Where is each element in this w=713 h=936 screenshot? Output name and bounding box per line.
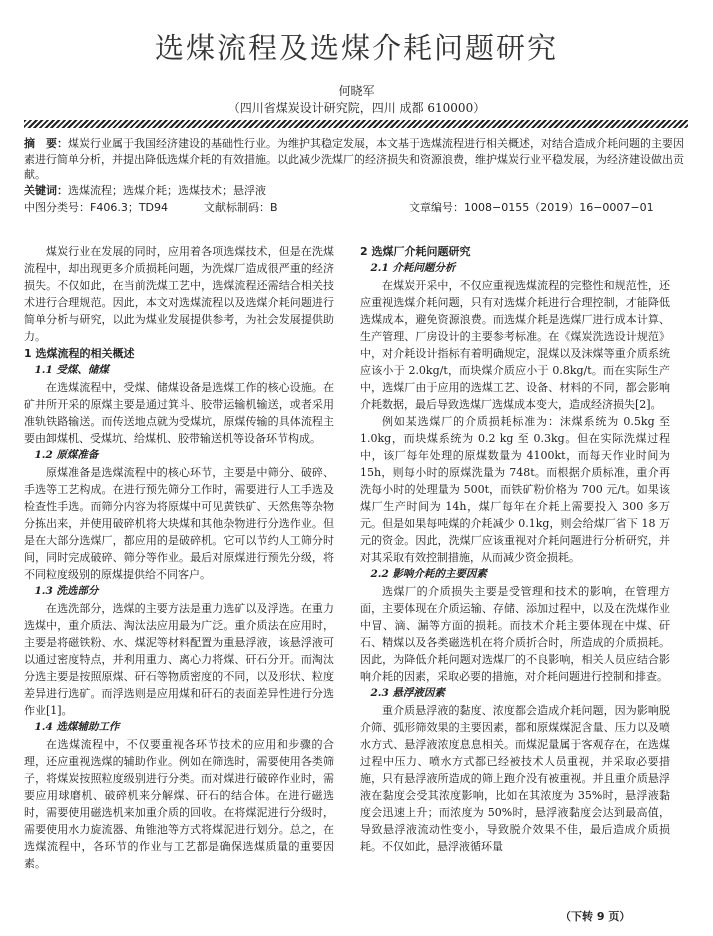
abstract-block [24, 136, 688, 216]
paragraph-2-1b: 例如某选煤厂的介质损耗标准为：沫煤系统为 0.5kg 至 1.0kg，而块煤系统为 0.2 kg 至 0.3kg。但在实际洗煤过程中，该厂每年处理的原煤数量为 4100kt，而每天作业时间为 15h，则每小时的原煤洗量为 748t。而根据介质标准，重介再洗每小时的处理量为 500t，而铁矿粉价格为 700 元/t。如果该煤厂生产时间为 14h，煤厂每年在介耗上需要投入 300 多万元。但是如果每吨煤的介耗减少 0.1kg，则会给煤厂省下 18 万元的资金。因此，洗煤厂应该重视对介耗问题进行分析研究，并对其采取有效控制措施，从而减少资金损耗。 [360, 415, 670, 564]
abstract-label: 摘 要： [24, 137, 68, 150]
subsection-heading-1-1: 1.1 受煤、储煤 [34, 364, 109, 376]
author-name: 何晓军 [338, 84, 375, 98]
abstract [24, 136, 688, 183]
subsection-heading-2-1: 2.1 介耗问题分析 [370, 262, 456, 274]
continued-note: （下转 9 页） [560, 910, 631, 923]
keywords-text: 选煤流程；选煤介耗；选煤技术；悬浮液 [68, 183, 266, 197]
subsection-heading-1-4: 1.4 选煤辅助工作 [34, 721, 120, 733]
subsection-heading-2-2: 2.2 影响介耗的主要因素 [370, 568, 487, 580]
keywords-label: 关键词： [24, 183, 68, 197]
meta-line [24, 200, 688, 216]
subsection-heading-1-2: 1.2 原煤准备 [34, 449, 99, 461]
paragraph-1-1: 在选煤流程中，受煤、储煤设备是选煤工作的核心设施。在矿井所开采的原煤主要是通过箕斗、胶带运输机输送，或者采用准轨铁路输送。而传送地点就为受煤坑，原煤传输的具体流程主要由卸煤机、受煤坑、给煤机、胶带输送机等设备环节构成。 [24, 381, 334, 445]
author-affiliation: （四川省煤炭设计研究院，四川 成都 610000） [227, 101, 486, 115]
subsection-heading-1-3: 1.3 洗选部分 [34, 585, 99, 597]
abstract-text: 煤炭行业属于我国经济建设的基础性行业。为维护其稳定发展，本文基于选煤流程进行相关概述，对结合造成介耗问题的主要因素进行简单分析，并提出降低选煤介耗的有效措施。以此减少洗煤厂的经济损失和资源浪费，维护煤炭行业平稳发展，为经济建设做出贡献。 [24, 137, 684, 181]
intro-paragraph: 煤炭行业在发展的同时，应用着各项选煤技术，但是在洗煤流程中，却出现更多介质损耗问题，为洗煤厂造成很严重的经济损失。不仅如此，在当前洗煤工艺中，选煤流程还需结合相关技术进行合理规范。因此，本文对选煤流程以及选煤介耗问题进行简单分析与研究，以此为煤业发展提供参考，为社会发展提供助力。 [24, 245, 334, 343]
paragraph-1-4: 在选煤流程中，不仅要重视各环节技术的应用和步骤的合理，还应重视选煤的辅助作业。例如在筛选时，需要使用各类筛子，将煤炭按照粒度级别进行分类。而对煤进行破碎作业时，需要应用球磨机、破碎机来分解煤、矸石的结合体。在进行磁选时，需要使用磁选机来加重介质的回收。在将煤泥进行分级时，需要使用水力旋流器、角锥池等方式将煤泥进行划分。总之，在选煤流程中，各环节的作业与工艺都是确保选煤质量的重要因素。 [24, 738, 334, 870]
subsection-heading-2-3: 2.3 悬浮液因素 [370, 687, 445, 699]
left-column [24, 243, 334, 872]
paragraph-2-2: 选煤厂的介质损失主要是受管理和技术的影响，在管理方面，主要体现在介质运输、存储、添加过程中，以及在洗煤作业中冒、滴、漏等方面的损耗。而技术介耗主要体现在中煤、矸石、精煤以及各类磁选机在将介质折合时，所造成的介质损耗。因此，为降低介耗问题对选煤厂的不良影响，相关人员应结合影响介耗的因素，采取必要的措施，对介耗问题进行控制和排查。 [360, 585, 670, 683]
paragraph-1-3: 在选洗部分，选煤的主要方法是重力选矿以及浮选。在重力选煤中，重介质法、淘汰法应用最为广泛。重介质法在应用时，主要是将磁铁粉、水、煤泥等材料配置为重悬浮液，该悬浮液可以通过密度特点，并利用重力、离心力将煤、矸石分开。而淘汰分选主要是按照原煤、矸石等物质密度的不同，以及形状、粒度差异进行选矿。而浮选则是应用煤和矸石的表面差异性进行分选作业[1]。 [24, 602, 334, 717]
right-column [360, 243, 670, 855]
clc-number: 中图分类号：F406.3；TD94 [24, 201, 169, 214]
keywords [24, 183, 688, 199]
paragraph-1-2: 原煤准备是选煤流程中的核心环节，主要是中筛分、破碎、手选等工艺构成。在进行预先筛分工作时，需要进行人工手选及检查性手选。而筛分内容为将原煤中可见黄铁矿、天然焦等杂物分拣出来，并使用破碎机将大块煤和其他杂物进行分选作业。但是在大部分选煤厂，都应用的是破碎机。它可以节约人工筛分时间，同时完成破碎、筛分等作业。最后对原煤进行预先分级，将不同粒度级别的原煤提供给不同客户。 [24, 466, 334, 581]
paper-title: 选煤流程及选煤介耗问题研究 [154, 31, 558, 65]
section-heading-2: 2 选煤厂介耗问题研究 [360, 245, 471, 258]
paragraph-2-3: 重介质悬浮液的黏度、浓度都会造成介耗问题，因为影响脱介筛、弧形筛效果的主要因素，都和原煤煤泥含量、压力以及喷水方式、悬浮液浓度息息相关。而煤泥量属于客观存在，在选煤过程中压力、喷水方式都已经被技术人员重视，并采取必要措施，只有悬浮液所造成的筛上跑介没有被重视。并且重介质悬浮液在黏度会受其浓度影响，比如在其浓度为 35%时，悬浮液黏度会迅速上升；而浓度为 50%时，悬浮液黏度会达到最高值，导致悬浮液流动性变小，导致脱介效果不佳，最后造成介质损耗。不仅如此，悬浮液循环量 [360, 704, 670, 853]
doc-code: 文献标制码：B [204, 201, 278, 214]
section-heading-1: 1 选煤流程的相关概述 [24, 347, 135, 360]
paragraph-2-1: 在煤炭开采中，不仅应重视选煤流程的完整性和规范性，还应重视选煤介耗问题，只有对选煤介耗进行合理控制，才能降低选煤成本，避免资源浪费。而选煤介耗是选煤厂进行成本计算、生产管理、厂房设计的主要参考标准。在《煤炭洗选设计规范》中，对介耗设计指标有着明确规定，混煤以及沫煤等重介质系统应该小于 2.0kg/t，而块煤介质应小于 0.8kg/t。而在实际生产中，选煤厂由于应用的选煤工艺、设备、材料的不同，都会影响介耗数据，最后导致选煤厂选煤成本变大，造成经济损失[2]。 [360, 279, 670, 411]
hatched-divider [24, 120, 688, 128]
article-number: 文章编号：1008−0155（2019）16−0007−01 [409, 201, 654, 214]
